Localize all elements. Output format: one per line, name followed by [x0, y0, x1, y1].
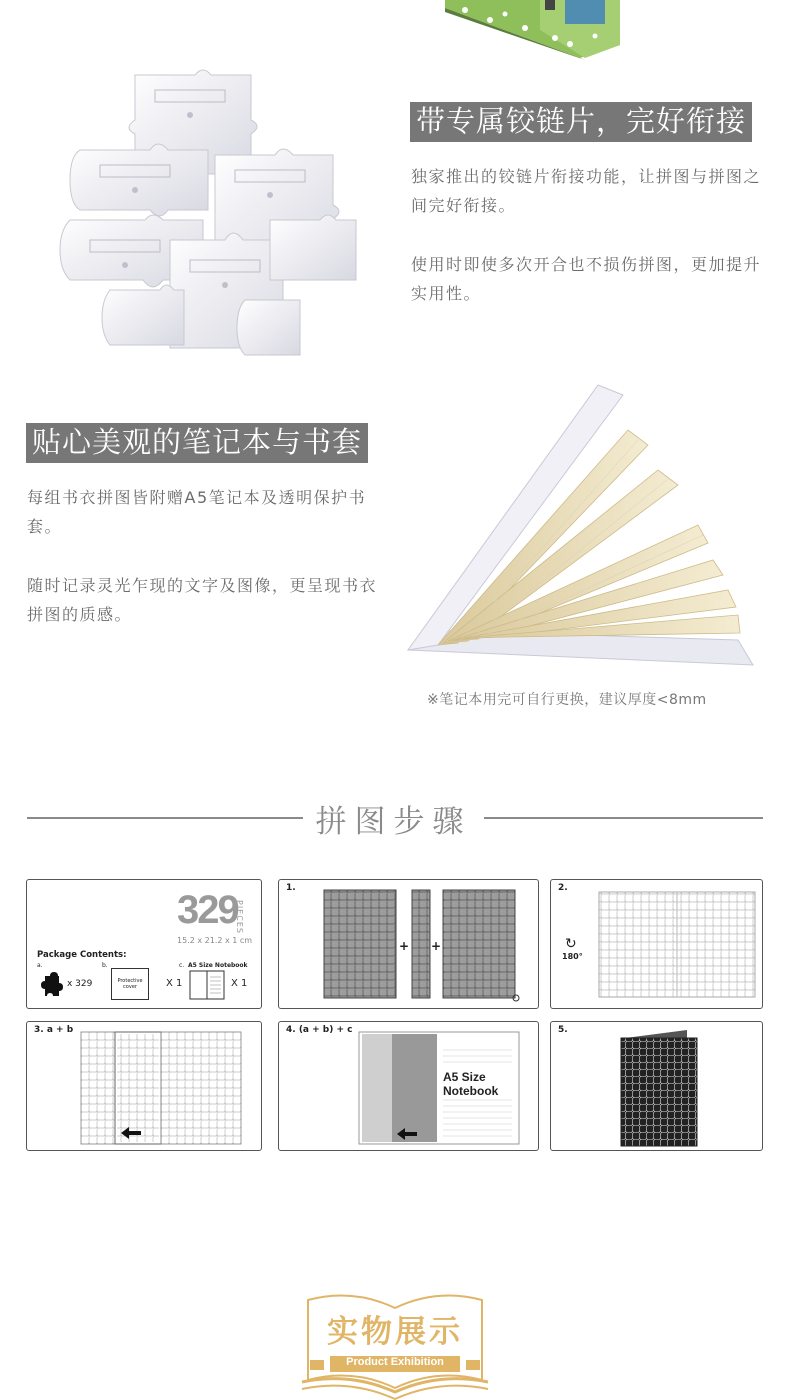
item-c-qty: X 1 — [231, 978, 248, 989]
item-b-label: b. — [102, 962, 108, 969]
notebook-note: ※笔记本用完可自行更换，建议厚度<8mm — [427, 692, 707, 708]
notebook-paragraph-2: 随时记录灵光乍现的文字及图像，更呈现书衣拼图的质感。 — [27, 576, 378, 624]
protective-cover-label: Protective cover — [117, 978, 143, 990]
step-1-illustration — [319, 888, 529, 1003]
step-4-label: 4. (a + b) + c — [286, 1025, 353, 1035]
item-c-label: c. — [179, 962, 185, 969]
step-1-card — [278, 879, 539, 1009]
item-b-qty: X 1 — [166, 978, 183, 989]
step-3-label: 3. a + b — [34, 1025, 74, 1035]
steps-divider-left — [27, 817, 303, 819]
notebook-section-title: 贴心美观的笔记本与书套 — [26, 423, 368, 463]
dimensions: 15.2 x 21.2 x 1 cm — [177, 936, 253, 945]
notebook-caption: A5 Size Notebook — [188, 962, 248, 969]
step-3-illustration — [77, 1028, 247, 1146]
product-box-image — [445, 0, 620, 60]
hinge-paragraph-1: 独家推出的铰链片衔接功能，让拼图与拼图之间完好衔接。 — [411, 167, 762, 215]
hinge-puzzle-pieces-image — [40, 60, 390, 370]
notebook-paragraph-1: 每组书衣拼图皆附赠A5笔记本及透明保护书套。 — [27, 488, 367, 536]
step-5-card — [550, 1021, 763, 1151]
step-5-label: 5. — [558, 1025, 568, 1035]
badge-title: 实物展示 — [327, 1314, 463, 1350]
step-4-card — [278, 1021, 539, 1151]
item-a-label: a. — [37, 962, 43, 969]
protective-cover-icon — [111, 968, 149, 1000]
step-5-illustration — [615, 1024, 705, 1150]
puzzle-piece-icon — [41, 972, 63, 998]
rotate-icon: ↻ — [565, 936, 577, 952]
svg-text:+: + — [431, 939, 442, 953]
step-1-label: 1. — [286, 883, 296, 893]
steps-title: 拼图步骤 — [315, 804, 472, 840]
step-3-card — [26, 1021, 262, 1151]
badge-subtitle: Product Exhibition — [346, 1356, 444, 1368]
step-4-notebook-text: A5 Size Notebook — [443, 1070, 499, 1098]
step-2-illustration — [597, 890, 757, 1000]
pieces-label: PIECES — [235, 900, 244, 934]
svg-text:+: + — [399, 939, 410, 953]
piece-count: 329 — [177, 888, 238, 932]
hinge-paragraph-2: 使用时即使多次开合也不损伤拼图，更加提升实用性。 — [411, 255, 762, 303]
step-2-label: 2. — [558, 883, 568, 893]
package-contents-card — [26, 879, 262, 1009]
notebook-image — [398, 375, 768, 675]
notebook-icon — [189, 970, 225, 1000]
package-contents-label: Package Contents: — [37, 950, 127, 960]
rotation-label: 180° — [562, 952, 583, 961]
item-a-qty: x 329 — [67, 979, 93, 989]
hinge-section-title: 带专属铰链片，完好衔接 — [410, 102, 752, 142]
step-2-card — [550, 879, 763, 1009]
steps-divider-right — [484, 817, 763, 819]
